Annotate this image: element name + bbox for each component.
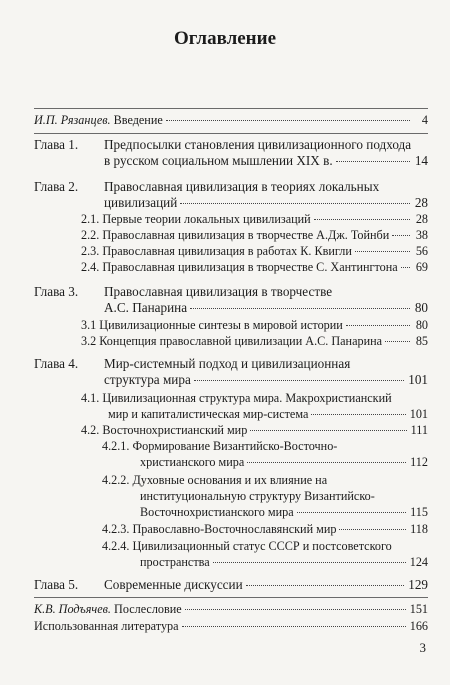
toc-entry-chapter-1[interactable]: [104, 153, 428, 168]
toc-entry-4-2[interactable]: [81, 423, 428, 438]
intro-label: Введение: [110, 113, 163, 127]
toc-entry-chapter-3[interactable]: [104, 300, 428, 315]
toc-entry-2-2[interactable]: [81, 228, 428, 243]
section-title: 3.1 Цивилизационные синтезы в мировой истории: [81, 318, 343, 332]
toc-entry-chapter-5[interactable]: [104, 577, 428, 592]
page-ref: 101: [408, 372, 428, 387]
dot-leader: [246, 585, 405, 586]
top-rule: [34, 108, 428, 109]
divider: [34, 597, 428, 598]
chapter-title-line: Современные дискуссии: [104, 577, 243, 592]
chapter-number: Глава 4.: [34, 356, 79, 371]
toc-entry-chapter-2[interactable]: [104, 195, 428, 210]
chapter-title-line: структура мира: [104, 372, 191, 387]
subsection-title-line: христианского мира: [140, 455, 245, 469]
chapter-number: Глава 2.: [34, 179, 79, 194]
subsection-title-line: 4.2.2. Духовные основания и их влияние на: [102, 473, 328, 487]
dot-leader: [339, 529, 406, 530]
section-title: 2.3. Православная цивилизация в работах К. Квигли: [81, 244, 352, 258]
page-ref: 28: [415, 212, 428, 226]
page-ref: 124: [409, 555, 428, 569]
dot-leader: [385, 341, 410, 342]
toc-entry-2-3[interactable]: [81, 244, 428, 259]
section-title: 2.4. Православная цивилизация в творчестве С. Хантингтона: [81, 260, 398, 274]
page-ref: 69: [415, 260, 428, 274]
toc-entry-4-2-2[interactable]: [140, 505, 428, 520]
dot-leader: [336, 161, 410, 162]
toc-entry-4-2-1[interactable]: [140, 455, 428, 470]
chapter-title-line: в русском социальном мышлении XIX в.: [104, 153, 333, 168]
dot-leader: [297, 512, 407, 513]
page-title: Оглавление: [173, 28, 277, 49]
section-title-line: мир и капиталистическая мир-система: [108, 407, 309, 421]
page-ref: 112: [410, 455, 428, 469]
toc-entry-4-2-3[interactable]: [102, 522, 428, 537]
intro-author: И.П. Рязанцев.: [34, 113, 111, 127]
toc-entry-afterword[interactable]: [34, 602, 428, 617]
dot-leader: [182, 626, 406, 627]
dot-leader: [401, 267, 410, 268]
page-ref: 101: [409, 407, 428, 421]
page-ref: 14: [414, 153, 428, 168]
afterword-label: Послесловие: [110, 602, 182, 616]
section-title: 2.1. Первые теории локальных цивилизаций: [81, 212, 311, 226]
afterword-author: К.В. Подъячев.: [34, 602, 111, 616]
subsection-title-line: пространства: [140, 555, 210, 569]
toc-entry-4-1[interactable]: [108, 407, 428, 422]
dot-leader: [190, 308, 410, 309]
subsection-title: 4.2.3. Православно-Восточнославянский мир: [102, 522, 337, 536]
section-title: 2.2. Православная цивилизация в творчестве А.Дж. Тойнби: [81, 228, 390, 242]
chapter-title-line: цивилизаций: [104, 195, 178, 210]
dot-leader: [194, 380, 404, 381]
toc-entry-2-4[interactable]: [81, 260, 428, 275]
chapter-title-line: Православная цивилизация в творчестве: [104, 284, 333, 299]
page-ref: 115: [410, 505, 428, 519]
divider: [34, 133, 428, 134]
chapter-title-line: А.С. Панарина: [104, 300, 188, 315]
page-ref: 111: [410, 423, 428, 437]
page-ref: 38: [415, 228, 428, 242]
chapter-title-line: Мир-системный подход и цивилизационная: [104, 356, 351, 371]
page-ref: 151: [409, 602, 428, 616]
toc-entry-intro[interactable]: [34, 113, 428, 128]
dot-leader: [355, 251, 410, 252]
dot-leader: [314, 219, 410, 220]
page-number: 3: [419, 640, 426, 655]
dot-leader: [166, 120, 410, 121]
dot-leader: [392, 235, 410, 236]
subsection-title-line: 4.2.1. Формирование Византийско-Восточно-: [102, 439, 338, 453]
toc-entry-references[interactable]: [34, 619, 428, 634]
dot-leader: [185, 609, 406, 610]
toc-entry-4-2-4[interactable]: [140, 555, 428, 570]
subsection-title-line: институциональную структуру Византийско-: [140, 489, 375, 503]
page-ref: 56: [415, 244, 428, 258]
section-title-line: 4.1. Цивилизационная структура мира. Макрохристианский: [81, 391, 392, 405]
dot-leader: [247, 462, 406, 463]
page-ref: 129: [408, 577, 428, 592]
references-label: Использованная литература: [34, 619, 179, 633]
chapter-number: Глава 5.: [34, 577, 79, 592]
page-ref: 4: [421, 113, 428, 127]
page-ref: 166: [409, 619, 428, 633]
page-ref: 28: [414, 195, 428, 210]
subsection-title-line: 4.2.4. Цивилизационный статус СССР и постсоветского: [102, 539, 392, 553]
page-ref: 80: [415, 318, 428, 332]
page-ref: 80: [414, 300, 428, 315]
chapter-number: Глава 3.: [34, 284, 79, 299]
dot-leader: [346, 325, 410, 326]
page-ref: 118: [410, 522, 428, 536]
section-title: 3.2 Концепция православной цивилизации А.С. Панарина: [81, 334, 383, 348]
dot-leader: [311, 414, 405, 415]
chapter-number: Глава 1.: [34, 137, 79, 152]
section-title: 4.2. Восточнохристианский мир: [81, 423, 248, 437]
toc-entry-3-2[interactable]: [81, 334, 428, 349]
toc-entry-2-1[interactable]: [81, 212, 428, 227]
toc-entry-chapter-4[interactable]: [104, 372, 428, 387]
subsection-title-line: Восточнохристианского мира: [140, 505, 294, 519]
toc-entry-3-1[interactable]: [81, 318, 428, 333]
chapter-title-line: Православная цивилизация в теориях локальных: [104, 179, 380, 194]
chapter-title-line: Предпосылки становления цивилизационного подхода: [104, 137, 412, 152]
page-ref: 85: [415, 334, 428, 348]
dot-leader: [180, 203, 410, 204]
dot-leader: [213, 562, 406, 563]
dot-leader: [250, 430, 406, 431]
